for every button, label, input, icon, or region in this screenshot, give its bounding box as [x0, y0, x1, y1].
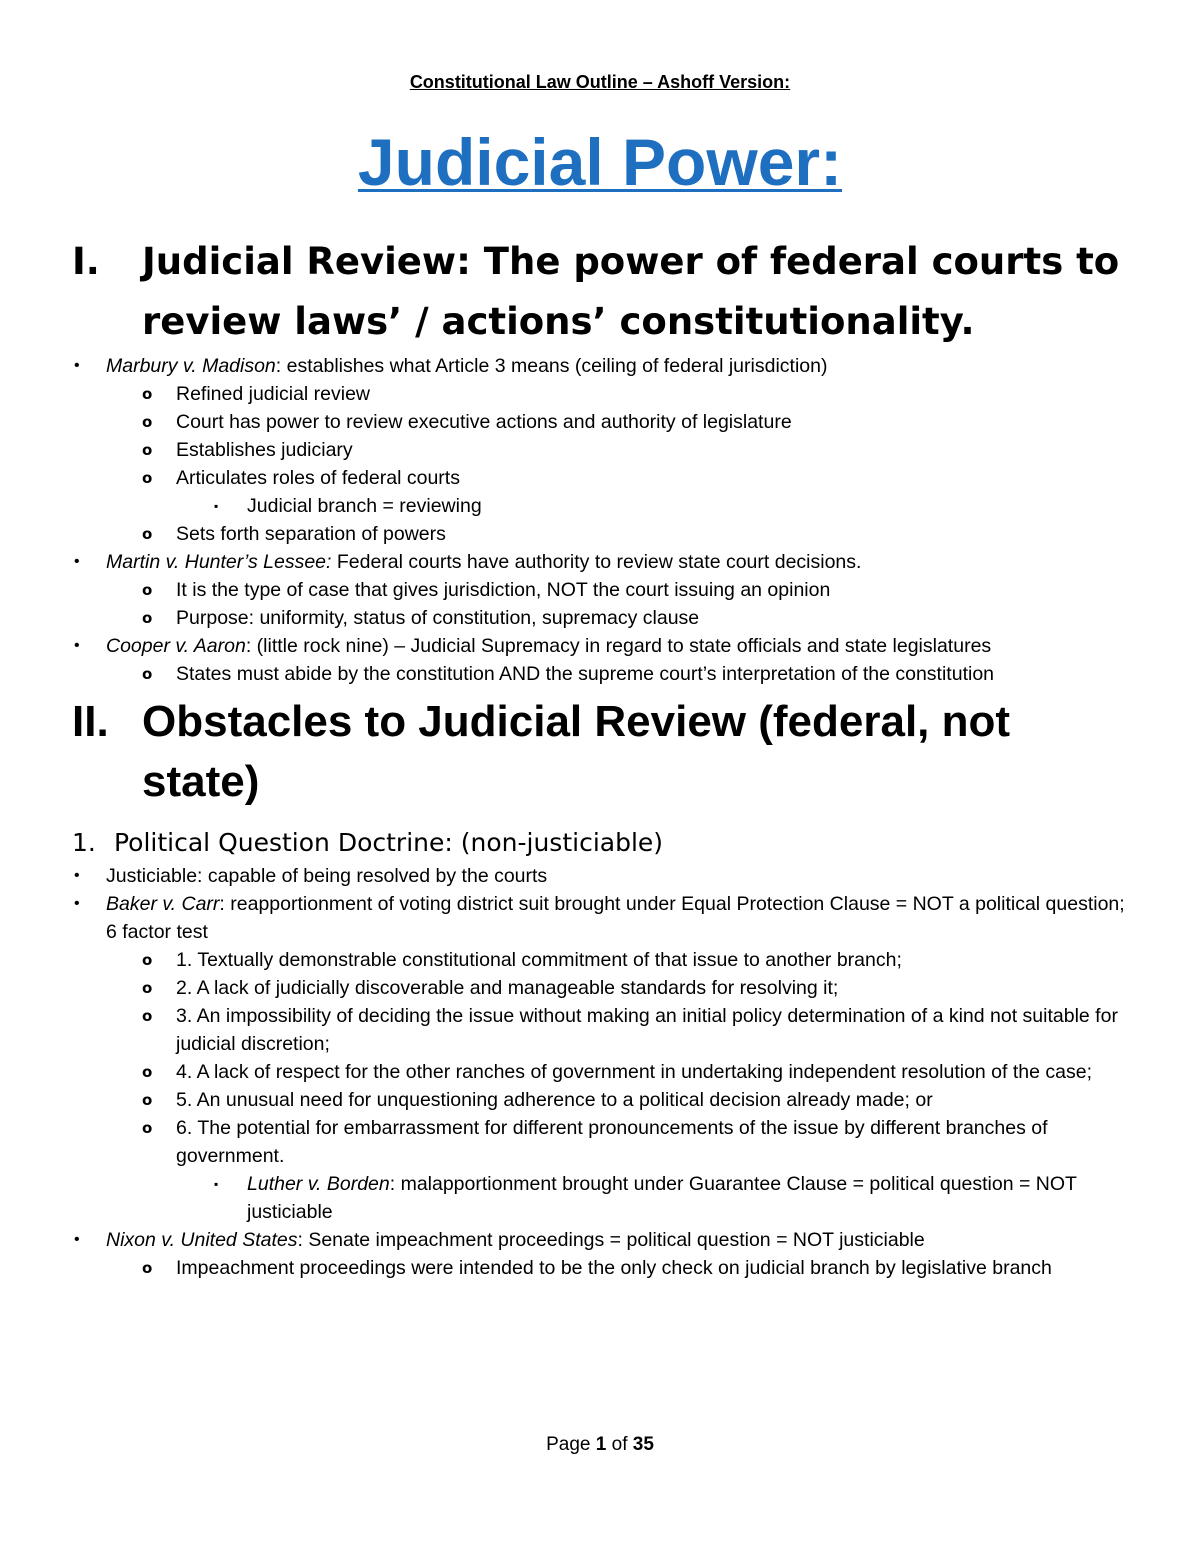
bullet-icon: • [74, 895, 80, 912]
subsection-heading-political-question [72, 824, 1132, 862]
circle-bullet-icon: o [142, 385, 153, 403]
main-title: Judicial Power: [357, 125, 843, 199]
sub-item-text: 1. Textually demonstrable constitutional commitment of that issue to another branch; [176, 949, 902, 971]
circle-bullet-icon: o [142, 441, 153, 459]
total-page-count: 35 [632, 1434, 654, 1455]
square-bullet-icon: ▪ [214, 499, 219, 513]
bullet-icon: • [74, 867, 80, 884]
sub-item-text: Sets forth separation of powers [176, 523, 446, 545]
case-name: Marbury v. Madison [106, 355, 276, 377]
sub-list-item [72, 380, 1132, 408]
current-page-number: 1 [595, 1434, 607, 1455]
circle-bullet-icon: o [142, 413, 153, 431]
sub-list-item [72, 520, 1132, 548]
case-name: Luther v. Borden [247, 1173, 390, 1195]
sub-item-text: Purpose: uniformity, status of constitution, supremacy clause [176, 607, 700, 629]
section-heading-obstacles [72, 692, 1132, 812]
sub-list-item [72, 604, 1132, 632]
list-item [72, 1226, 1132, 1254]
subsection-heading-text: Political Question Doctrine: (non-justiciable) [114, 828, 664, 857]
case-description: : Senate impeachment proceedings = political question = NOT justiciable [297, 1229, 925, 1251]
item-text: Justiciable: capable of being resolved by the courts [106, 865, 548, 887]
outline-content [72, 232, 1132, 1282]
sub-list-item [72, 1086, 1132, 1114]
footer-prefix: Page [546, 1434, 596, 1455]
sub-item-text: 3. An impossibility of deciding the issue without making an initial policy determination of a kind not suitable for judicial discretion; [176, 1005, 1118, 1055]
list-item [72, 862, 1132, 890]
circle-bullet-icon: o [142, 525, 153, 543]
section-number: I. [72, 240, 100, 283]
subsection-number: 1. [72, 828, 96, 857]
case-name: Cooper v. Aaron [106, 635, 246, 657]
case-description: : malapportionment brought under Guarantee Clause = political question = NOT justiciable [247, 1173, 1077, 1223]
case-description: Federal courts have authority to review state court decisions. [331, 551, 862, 573]
sub-item-text: 2. A lack of judicially discoverable and manageable standards for resolving it; [176, 977, 839, 999]
sub-list-item [72, 408, 1132, 436]
sub-list-item [72, 1254, 1132, 1282]
circle-bullet-icon: o [142, 581, 153, 599]
circle-bullet-icon: o [142, 609, 153, 627]
footer-middle: of [606, 1434, 633, 1455]
case-name: Martin v. Hunter’s Lessee: [106, 551, 332, 573]
sub-item-text: 4. A lack of respect for the other ranches of government in undertaking independent resolution of the case; [176, 1061, 1092, 1083]
section-heading-judicial-review [72, 232, 1132, 352]
circle-bullet-icon: o [142, 1007, 153, 1025]
sub-sub-list-item [72, 492, 1132, 520]
case-description: : reapportionment of voting district suit brought under Equal Protection Clause = NOT a political question; 6 factor test [106, 893, 1125, 943]
circle-bullet-icon: o [142, 951, 153, 969]
circle-bullet-icon: o [142, 665, 153, 683]
case-name: Nixon v. United States [106, 1229, 298, 1251]
page-footer [0, 1434, 1200, 1456]
sub-item-text: Refined judicial review [176, 383, 371, 405]
sub-item-text: 6. The potential for embarrassment for different pronouncements of the issue by different branches of government. [176, 1117, 1048, 1167]
document-title: Constitutional Law Outline – Ashoff Version: [409, 72, 791, 92]
sub-list-item [72, 1058, 1132, 1086]
sub-list-item [72, 436, 1132, 464]
case-description: : establishes what Article 3 means (ceiling of federal jurisdiction) [275, 355, 828, 377]
section-number: II. [72, 697, 109, 746]
circle-bullet-icon: o [142, 979, 153, 997]
case-description: : (little rock nine) – Judicial Supremacy in regard to state officials and state legislatures [245, 635, 992, 657]
sub-item-text: Articulates roles of federal courts [176, 467, 460, 489]
bullet-icon: • [74, 357, 80, 374]
section-heading-text: Obstacles to Judicial Review (federal, not state) [142, 697, 1011, 806]
circle-bullet-icon: o [142, 1091, 153, 1109]
circle-bullet-icon: o [142, 469, 153, 487]
list-item [72, 352, 1132, 380]
sub-item-text: Court has power to review executive actions and authority of legislature [176, 411, 792, 433]
bullet-icon: • [74, 637, 80, 654]
sub-item-text: Establishes judiciary [176, 439, 353, 461]
circle-bullet-icon: o [142, 1259, 153, 1277]
square-bullet-icon: ▪ [214, 1177, 219, 1191]
sub-item-text: States must abide by the constitution AND the supreme court’s interpretation of the constitution [176, 663, 995, 685]
sub-list-item [72, 464, 1132, 492]
list-item [72, 632, 1132, 660]
sub-list-item [72, 974, 1132, 1002]
sub-list-item [72, 576, 1132, 604]
circle-bullet-icon: o [142, 1063, 153, 1081]
circle-bullet-icon: o [142, 1119, 153, 1137]
list-item [72, 890, 1132, 946]
sub-item-text: Impeachment proceedings were intended to be the only check on judicial branch by legislative branch [176, 1257, 1052, 1279]
sub-item-text: It is the type of case that gives jurisdiction, NOT the court issuing an opinion [176, 579, 831, 601]
list-item [72, 548, 1132, 576]
bullet-icon: • [74, 553, 80, 570]
sub-list-item [72, 1002, 1132, 1058]
sub-sub-item-text: Judicial branch = reviewing [247, 495, 482, 517]
sub-list-item [72, 946, 1132, 974]
sub-list-item [72, 1114, 1132, 1170]
sub-list-item [72, 660, 1132, 688]
bullet-icon: • [74, 1231, 80, 1248]
sub-sub-list-item [72, 1170, 1132, 1226]
sub-item-text: 5. An unusual need for unquestioning adherence to a political decision already made; or [176, 1089, 933, 1111]
case-name: Baker v. Carr [106, 893, 220, 915]
section-heading-text: Judicial Review: The power of federal courts to review laws’ / actions’ constitutionality. [142, 240, 1120, 343]
